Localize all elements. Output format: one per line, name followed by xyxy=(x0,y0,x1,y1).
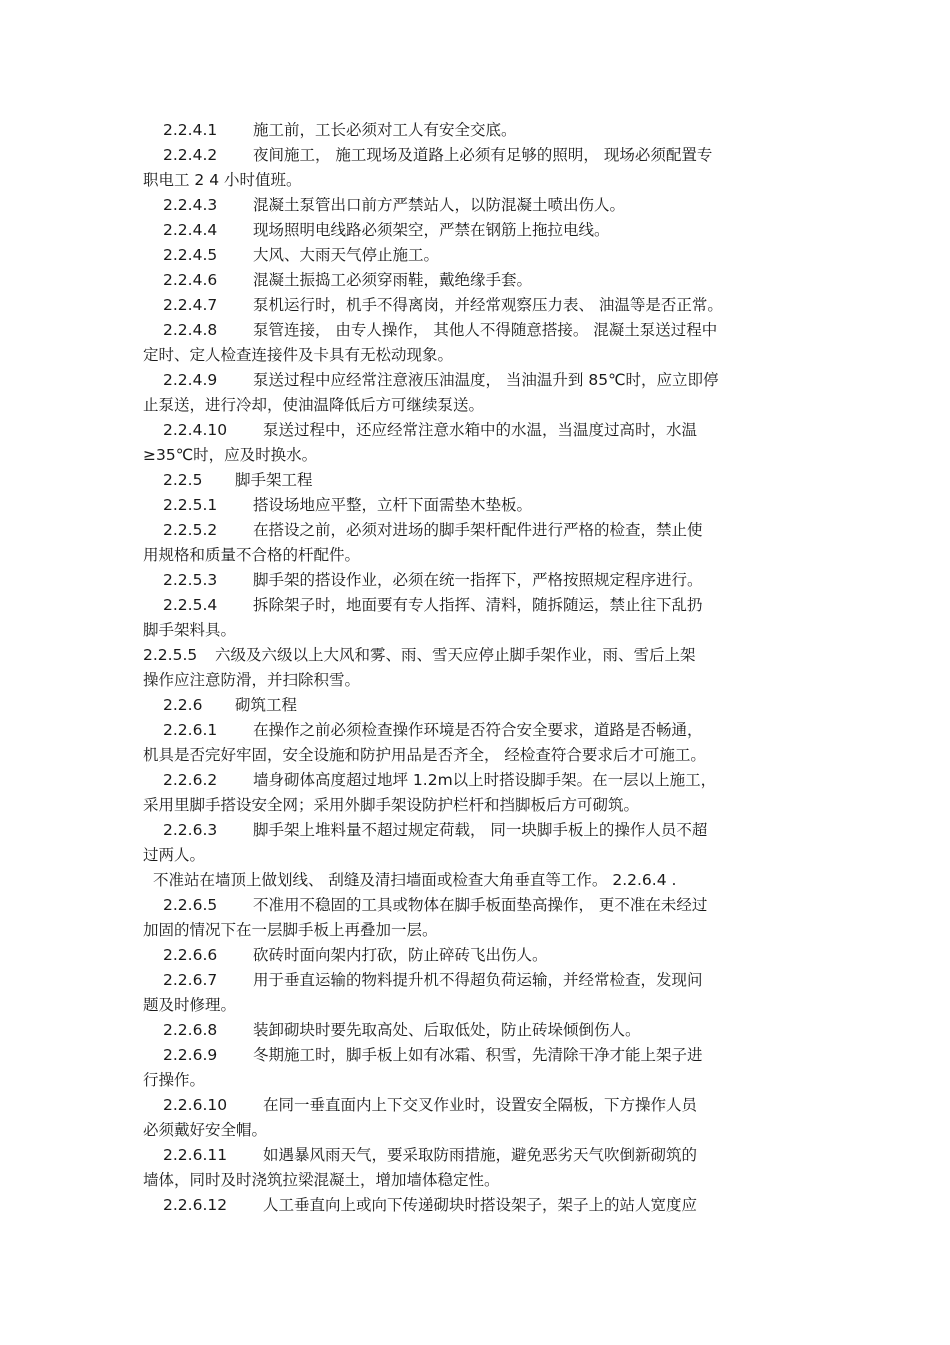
clause-text: 过两人。 xyxy=(143,846,206,864)
clause-number: 2.2.4.5 xyxy=(163,246,218,264)
clause-text: 在同一垂直面内上下交叉作业时，设置安全隔板，下方操作人员 xyxy=(263,1096,698,1114)
clause-line xyxy=(143,568,813,593)
clause-text: 在操作之前必须检查操作环境是否符合安全要求，道路是否畅通， xyxy=(253,721,703,739)
continuation-line xyxy=(143,793,813,818)
clause-number: 2.2.4.4 xyxy=(163,221,218,239)
clause-line xyxy=(143,1043,813,1068)
clause-line xyxy=(143,718,813,743)
clause-number: 2.2.4.1 xyxy=(163,121,218,139)
clause-text: 泵送过程中，还应经常注意水箱中的水温，当温度过高时，水温 xyxy=(263,421,698,439)
clause-text: 在搭设之前，必须对进场的脚手架杆配件进行严格的检查，禁止使 xyxy=(253,521,703,539)
clause-line xyxy=(143,118,813,143)
clause-number: 2.2.6.6 xyxy=(163,946,218,964)
clause-line xyxy=(143,243,813,268)
clause-line xyxy=(143,318,813,343)
clause-text: 墙体，同时及时浇筑拉梁混凝土，增加墙体稳定性。 xyxy=(143,1171,500,1189)
continuation-line xyxy=(143,543,813,568)
clause-text: 泵机运行时，机手不得离岗，并经常观察压力表、 油温等是否正常。 xyxy=(253,296,723,314)
continuation-line xyxy=(143,393,813,418)
clause-number: 2.2.5.5 xyxy=(143,646,198,664)
clause-text: 操作应注意防滑，并扫除积雪。 xyxy=(143,671,361,689)
continuation-line xyxy=(143,618,813,643)
clause-text: 不准站在墙顶上做划线、 刮缝及清扫墙面或检查大角垂直等工作。 2.2.6.4 . xyxy=(153,871,677,889)
clause-text: 行操作。 xyxy=(143,1071,206,1089)
clause-number: 2.2.6.10 xyxy=(163,1096,228,1114)
clause-number: 2.2.4.9 xyxy=(163,371,218,389)
clause-text: 混凝土振捣工必须穿雨鞋，戴绝缘手套。 xyxy=(253,271,533,289)
section-number: 2.2.6 xyxy=(163,696,203,714)
clause-line xyxy=(143,1143,813,1168)
clause-text: 如遇暴风雨天气，要采取防雨措施，避免恶劣天气吹倒新砌筑的 xyxy=(263,1146,698,1164)
clause-text: 用规格和质量不合格的杆配件。 xyxy=(143,546,361,564)
clause-line xyxy=(143,1193,813,1218)
clause-text: 大风、大雨天气停止施工。 xyxy=(253,246,440,264)
clause-line xyxy=(143,818,813,843)
continuation-line xyxy=(143,1168,813,1193)
clause-text: 混凝土泵管出口前方严禁站人，以防混凝土喷出伤人。 xyxy=(253,196,626,214)
clause-line xyxy=(143,768,813,793)
clause-number: 2.2.6.9 xyxy=(163,1046,218,1064)
section-number: 2.2.5 xyxy=(163,471,203,489)
clause-text: 用于垂直运输的物料提升机不得超负荷运输，并经常检查，发现问 xyxy=(253,971,703,989)
clause-number: 2.2.6.5 xyxy=(163,896,218,914)
section-heading xyxy=(143,468,813,493)
clause-line xyxy=(143,418,813,443)
clause-text: 搭设场地应平整，立杆下面需垫木垫板。 xyxy=(253,496,533,514)
clause-number: 2.2.4.10 xyxy=(163,421,228,439)
continuation-line xyxy=(143,743,813,768)
clause-text: 装卸砌块时要先取高处、后取低处，防止砖垛倾倒伤人。 xyxy=(253,1021,641,1039)
clause-line xyxy=(143,268,813,293)
clause-number: 2.2.5.3 xyxy=(163,571,218,589)
clause-line xyxy=(143,943,813,968)
clause-number: 2.2.5.4 xyxy=(163,596,218,614)
continuation-line xyxy=(143,1068,813,1093)
clause-number: 2.2.4.2 xyxy=(163,146,218,164)
clause-text: 定时、定人检查连接件及卡具有无松动现象。 xyxy=(143,346,454,364)
clause-text: 拆除架子时，地面要有专人指挥、清料，随拆随运，禁止往下乱扔 xyxy=(253,596,703,614)
clause-text: ≥35℃时，应及时换水。 xyxy=(143,446,318,464)
clause-number: 2.2.6.12 xyxy=(163,1196,228,1214)
clause-text: 泵管连接， 由专人操作， 其他人不得随意搭接。 混凝土泵送过程中 xyxy=(253,321,718,339)
clause-number: 2.2.4.6 xyxy=(163,271,218,289)
document-body xyxy=(143,118,813,1218)
clause-line xyxy=(143,1018,813,1043)
clause-text: 冬期施工时，脚手板上如有冰霜、积雪，先清除干净才能上架子进 xyxy=(253,1046,703,1064)
clause-line xyxy=(143,193,813,218)
clause-text: 六级及六级以上大风和雾、雨、雪天应停止脚手架作业，雨、雪后上架 xyxy=(215,646,696,664)
continuation-line xyxy=(143,343,813,368)
clause-line xyxy=(143,593,813,618)
clause-line xyxy=(143,293,813,318)
continuation-line xyxy=(143,868,813,893)
continuation-line xyxy=(143,993,813,1018)
clause-text: 止泵送，进行冷却，使油温降低后方可继续泵送。 xyxy=(143,396,485,414)
continuation-line xyxy=(143,1118,813,1143)
continuation-line xyxy=(143,843,813,868)
clause-line xyxy=(143,143,813,168)
clause-text: 砍砖时面向架内打砍，防止碎砖飞出伤人。 xyxy=(253,946,548,964)
clause-number: 2.2.4.7 xyxy=(163,296,218,314)
clause-text: 采用里脚手搭设安全网；采用外脚手架设防护栏杆和挡脚板后方可砌筑。 xyxy=(143,796,640,814)
clause-line xyxy=(143,1093,813,1118)
clause-text: 墙身砌体高度超过地坪 1.2m以上时搭设脚手架。在一层以上施工， xyxy=(253,771,717,789)
clause-number: 2.2.5.2 xyxy=(163,521,218,539)
clause-text: 机具是否完好牢固，安全设施和防护用品是否齐全， 经检查符合要求后才可施工。 xyxy=(143,746,706,764)
clause-number: 2.2.6.1 xyxy=(163,721,218,739)
section-heading xyxy=(143,693,813,718)
clause-number: 2.2.4.8 xyxy=(163,321,218,339)
clause-number: 2.2.6.3 xyxy=(163,821,218,839)
clause-text: 人工垂直向上或向下传递砌块时搭设架子，架子上的站人宽度应 xyxy=(263,1196,698,1214)
clause-text: 泵送过程中应经常注意液压油温度， 当油温升到 85℃时，应立即停 xyxy=(253,371,719,389)
clause-text: 不准用不稳固的工具或物体在脚手板面垫高操作， 更不准在未经过 xyxy=(253,896,708,914)
clause-text: 现场照明电线路必须架空，严禁在钢筋上拖拉电线。 xyxy=(253,221,610,239)
clause-text: 职电工 2 4 小时值班。 xyxy=(143,171,302,189)
clause-number: 2.2.6.7 xyxy=(163,971,218,989)
clause-text: 脚手架上堆料量不超过规定荷载， 同一块脚手板上的操作人员不超 xyxy=(253,821,708,839)
clause-number: 2.2.6.11 xyxy=(163,1146,228,1164)
continuation-line xyxy=(143,443,813,468)
clause-text: 加固的情况下在一层脚手板上再叠加一层。 xyxy=(143,921,438,939)
clause-number: 2.2.5.1 xyxy=(163,496,218,514)
clause-text: 必须戴好安全帽。 xyxy=(143,1121,268,1139)
clause-number: 2.2.6.2 xyxy=(163,771,218,789)
clause-text: 夜间施工， 施工现场及道路上必须有足够的照明， 现场必须配置专 xyxy=(253,146,713,164)
continuation-line xyxy=(143,918,813,943)
continuation-line xyxy=(143,168,813,193)
clause-text: 题及时修理。 xyxy=(143,996,237,1014)
clause-number: 2.2.6.8 xyxy=(163,1021,218,1039)
section-title: 砌筑工程 xyxy=(235,696,298,714)
section-title: 脚手架工程 xyxy=(235,471,313,489)
clause-text: 施工前，工长必须对工人有安全交底。 xyxy=(253,121,517,139)
clause-line xyxy=(143,893,813,918)
clause-line xyxy=(143,493,813,518)
continuation-line xyxy=(143,668,813,693)
clause-line xyxy=(143,643,813,668)
clause-line xyxy=(143,968,813,993)
clause-line xyxy=(143,368,813,393)
clause-line xyxy=(143,518,813,543)
clause-line xyxy=(143,218,813,243)
clause-text: 脚手架料具。 xyxy=(143,621,237,639)
clause-number: 2.2.4.3 xyxy=(163,196,218,214)
clause-text: 脚手架的搭设作业，必须在统一指挥下，严格按照规定程序进行。 xyxy=(253,571,703,589)
